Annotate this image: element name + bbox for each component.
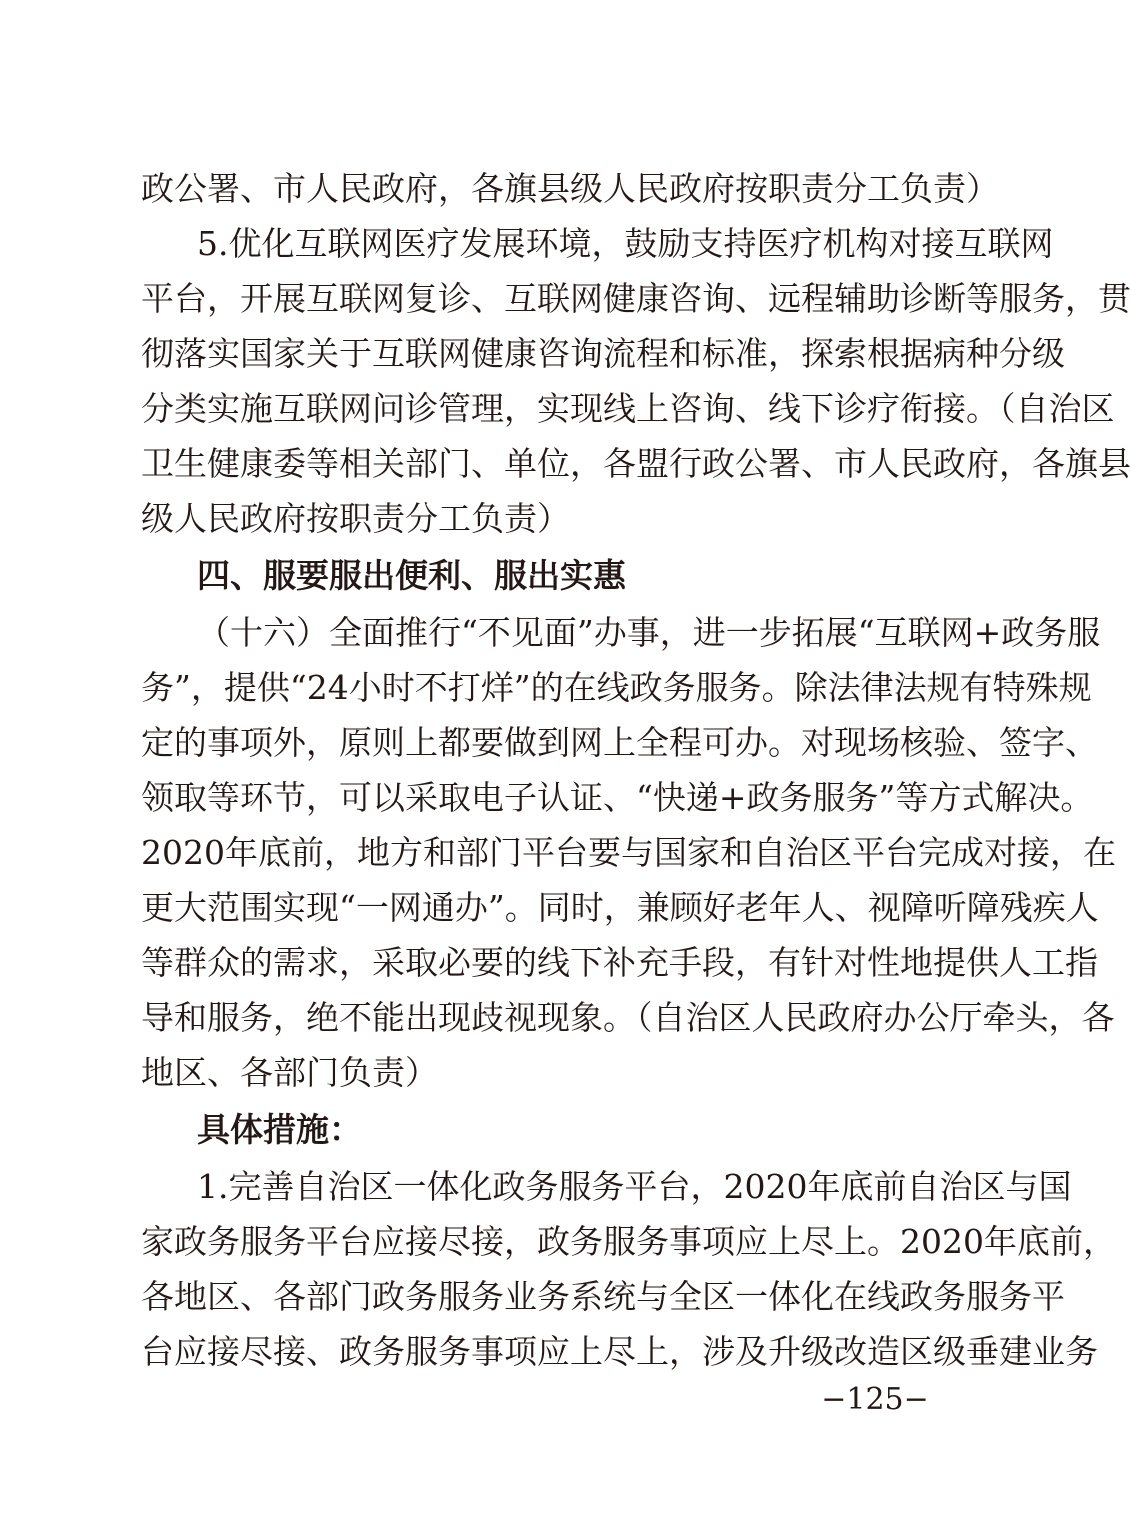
text-line: 卫生健康委等相关部门、单位，各盟行政公署、市人民政府，各旗县 (141, 444, 1131, 483)
subsection-heading: 具体措施： (197, 1110, 362, 1149)
text-line: 平台，开展互联网复诊、互联网健康咨询、远程辅助诊断等服务，贯 (141, 279, 1131, 318)
page-number: −125− (821, 1382, 929, 1417)
section-heading: 四、服要服出便利、服出实惠 (197, 556, 626, 595)
text-line: 5.优化互联网医疗发展环境，鼓励支持医疗机构对接互联网 (197, 224, 1054, 263)
text-line: 导和服务，绝不能出现歧视现象。（自治区人民政府办公厅牵头，各 (141, 998, 1115, 1037)
text-line: 政公署、市人民政府，各旗县级人民政府按职责分工负责） (141, 169, 999, 208)
text-line: 地区、各部门负责） (141, 1053, 438, 1092)
text-line: 级人民政府按职责分工负责） (141, 499, 570, 538)
text-line: 定的事项外，原则上都要做到网上全程可办。对现场核验、签字、 (141, 723, 1098, 762)
text-line: 分类实施互联网问诊管理，实现线上咨询、线下诊疗衔接。（自治区 (141, 389, 1115, 428)
text-line: 1.完善自治区一体化政务服务平台，2020年底前自治区与国 (197, 1167, 1072, 1206)
text-line: 等群众的需求，采取必要的线下补充手段，有针对性地提供人工指 (141, 943, 1098, 982)
text-line: 彻落实国家关于互联网健康咨询流程和标准，探索根据病种分级 (141, 334, 1065, 373)
text-line: 领取等环节，可以采取电子认证、“快递+政务服务”等方式解决。 (141, 778, 1094, 817)
text-line: 2020年底前，地方和部门平台要与国家和自治区平台完成对接，在 (141, 833, 1116, 872)
text-line: 家政务服务平台应接尽接，政务服务事项应上尽上。2020年底前， (141, 1222, 1116, 1261)
text-line: 务”，提供“24小时不打烊”的在线政务服务。除法律法规有特殊规 (141, 668, 1092, 707)
text-line: 台应接尽接、政务服务事项应上尽上，涉及升级改造区级垂建业务 (141, 1332, 1098, 1371)
text-line: 各地区、各部门政务服务业务系统与全区一体化在线政务服务平 (141, 1277, 1065, 1316)
text-line: 更大范围实现“一网通办”。同时，兼顾好老年人、视障听障残疾人 (141, 888, 1099, 927)
text-line: （十六）全面推行“不见面”办事，进一步拓展“互联网+政务服 (197, 613, 1101, 652)
